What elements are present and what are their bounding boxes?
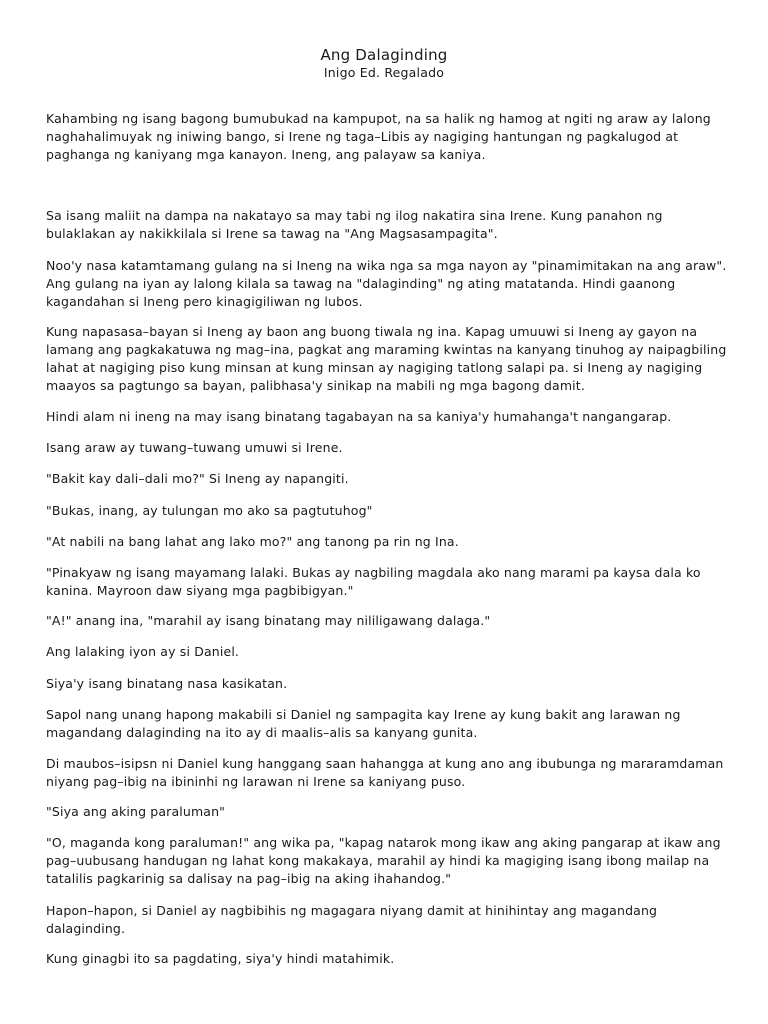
text-line: Kung ginagbi ito sa pagdating, siya'y hindi matahimik. [46,951,395,966]
text-line: kanina. Mayroon daw siyang mga pagbibigyan." [46,583,354,598]
text-line: Siya'y isang binatang nasa kasikatan. [46,676,288,691]
text-line: pag–uubusang handugan ng lahat kong makakaya, marahil ay hindi ka magiging isang ibong mailap na [46,853,710,868]
text-line: lamang ang pagkakatuwa ng mag–ina, pagkat ang maraming kwintas na kanyang tinuhog ay naipagbiling [46,342,727,357]
text-line: Hindi alam ni ineng na may isang binatang tagabayan na sa kaniya'y humahanga't nangangarap. [46,409,672,424]
document-title: Ang Dalaginding [320,46,448,64]
text-line: Sa isang maliit na dampa na nakatayo sa may tabi ng ilog nakatira sina Irene. Kung panahon ng [46,208,663,223]
paragraph [46,675,736,693]
text-line: paghanga ng kaniyang mga kanayon. Ineng, ang palayaw sa kaniya. [46,147,486,162]
text-line: "A!" anang ina, "marahil ay isang binatang may nililigawang dalaga." [46,613,491,628]
text-line: niyang pag–ibig na ibininhi ng larawan ni Irene sa kaniyang puso. [46,774,466,789]
paragraph [46,834,736,888]
paragraph [46,207,736,243]
text-line: Isang araw ay tuwang–tuwang umuwi si Irene. [46,440,343,455]
text-line: Noo'y nasa katamtamang gulang na si Ineng na wika nga sa mga nayon ay "pinamimitakan na ang araw". [46,258,727,273]
paragraph [46,439,736,457]
text-line: naghahalimuyak ng iniwing bango, si Irene ng taga–Libis ay nagiging hantungan ng pagkalugod at [46,129,679,144]
text-line: Ang lalaking iyon ay si Daniel. [46,644,240,659]
text-line: bulaklakan ay nakikkilala si Irene sa tawag na "Ang Magsasampagita". [46,226,498,241]
text-line: lahat at nagiging piso kung minsan at kung minsan ay nagiging tatlong salapi pa. si Ineng ay nagiging [46,360,703,375]
text-line: "O, maganda kong paraluman!" ang wika pa, "kapag natarok mong ikaw ang aking pangarap at ikaw ang [46,835,721,850]
text-line: "Bakit kay dali–dali mo?" Si Ineng ay napangiti. [46,471,349,486]
text-line: maayos sa pagtungo sa bayan, palibhasa'y sinikap na mabili ng mga bagong damit. [46,378,585,393]
text-line: Ang gulang na iyan ay lalong kilala sa tawag na "dalaginding" ng ating matatanda. Hindi gaanong [46,276,676,291]
text-line: dalaginding. [46,921,126,936]
text-line: Di maubos–isipsn ni Daniel kung hanggang saan hahangga at kung ano ang ibubunga ng mararamdaman [46,756,724,771]
text-line: Kung napasasa–bayan si Ineng ay baon ang buong tiwala ng ina. Kapag umuuwi si Ineng ay gayon na [46,324,698,339]
paragraph [46,950,736,968]
text-line: magandang dalaginding na ito ay di maalis–alis sa kanyang gunita. [46,725,478,740]
text-line: "Pinakyaw ng isang mayamang lalaki. Bukas ay nagbiling magdala ako nang marami pa kaysa dala ko [46,565,701,580]
text-line: Sapol nang unang hapong makabili si Daniel ng sampagita kay Irene ay kung bakit ang larawan ng [46,707,681,722]
text-line: "At nabili na bang lahat ang lako mo?" ang tanong pa rin ng Ina. [46,534,459,549]
text-line: Kahambing ng isang bagong bumubukad na kampupot, na sa halik ng hamog at ngiti ng araw ay lalong [46,111,711,126]
paragraph [46,470,736,488]
text-line: kagandahan si Ineng pero kinagigiliwan ng lubos. [46,294,363,309]
paragraph [46,257,736,311]
text-line: tatalilis pagkarinig sa dalisay na pag–ibig na aking ihahandog." [46,871,452,886]
paragraph [46,612,736,630]
paragraph [46,564,736,600]
text-line: "Bukas, inang, ay tulungan mo ako sa pagtutuhog" [46,503,373,518]
paragraph [46,323,736,395]
document-author: Inigo Ed. Regalado [323,65,445,80]
paragraph [46,502,736,520]
paragraph [46,643,736,661]
paragraph [46,706,736,742]
paragraph [46,902,736,938]
paragraph [46,110,736,164]
paragraph [46,803,736,821]
paragraph [46,533,736,551]
paragraph [46,755,736,791]
paragraph [46,408,736,426]
text-line: Hapon–hapon, si Daniel ay nagbibihis ng magagara niyang damit at hinihintay ang magandang [46,903,658,918]
text-line: "Siya ang aking paraluman" [46,804,226,819]
